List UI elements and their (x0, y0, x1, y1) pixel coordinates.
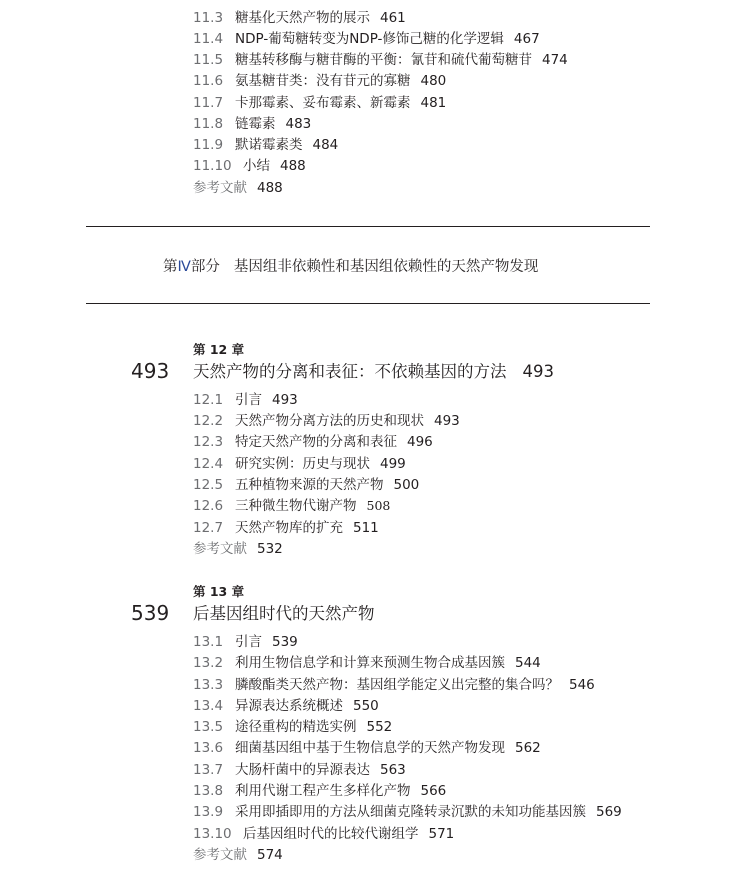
toc-entry[interactable] (193, 455, 406, 473)
page-number: 574 (257, 847, 283, 863)
section-number: 13.8 (193, 783, 224, 799)
section-title: 天然产物库的扩充 (235, 520, 343, 536)
toc-entry[interactable] (193, 782, 446, 800)
section-number: 11.3 (193, 10, 224, 26)
toc-entry[interactable] (193, 761, 406, 779)
chapter-title: 后基因组时代的天然产物 (193, 604, 375, 623)
page-number: 508 (366, 498, 391, 513)
toc-entry[interactable] (193, 94, 446, 112)
toc-entry[interactable] (193, 519, 379, 537)
page-number: 566 (420, 783, 447, 799)
page-number: 563 (380, 762, 406, 778)
section-number: 12.7 (193, 520, 224, 536)
section-title: 膦酸酯类天然产物：基因组学能定义出完整的集合吗？ (235, 677, 559, 693)
section-number: 12.6 (193, 498, 224, 514)
chapter-label: 第 12 章 (193, 342, 245, 357)
section-number: 11.8 (193, 116, 224, 132)
toc-entry[interactable] (193, 697, 379, 715)
toc-entry[interactable] (193, 115, 311, 133)
page-number: 499 (380, 456, 406, 472)
page-number: 500 (393, 477, 420, 493)
toc-entry[interactable] (193, 433, 433, 451)
page-number: 488 (257, 180, 283, 196)
page-number: 511 (353, 520, 379, 536)
toc-entry[interactable] (193, 676, 595, 694)
page-number: 552 (366, 719, 393, 735)
section-title: 链霉素 (235, 116, 276, 132)
section-title: 糖基转移酶与糖苷酶的平衡：氰苷和硫代葡萄糖苷 (235, 52, 532, 68)
divider-bottom (86, 303, 650, 304)
section-title: 大肠杆菌中的异源表达 (235, 762, 370, 778)
page-number: 544 (515, 655, 541, 671)
section-title: 三种微生物代谢产物 (235, 498, 357, 514)
toc-entry[interactable] (193, 136, 338, 154)
references-entry[interactable] (193, 846, 283, 864)
part-roman-numeral: Ⅳ (177, 259, 191, 275)
references-label: 参考文献 (193, 180, 247, 196)
section-number: 12.3 (193, 434, 224, 450)
section-title: 细菌基因组中基于生物信息学的天然产物发现 (235, 740, 505, 756)
page-number: 484 (312, 137, 339, 153)
page-number: 493 (522, 362, 554, 381)
page-number: 571 (428, 826, 455, 842)
section-title: NDP-葡萄糖转变为NDP-修饰己糖的化学逻辑 (235, 31, 504, 47)
toc-entry[interactable] (193, 51, 568, 69)
divider-top (86, 226, 650, 227)
page-number: 481 (420, 95, 447, 111)
section-number: 11.9 (193, 137, 224, 153)
toc-entry[interactable] (193, 72, 446, 90)
section-title: 引言 (235, 634, 262, 650)
references-label: 参考文献 (193, 847, 247, 863)
section-title: 利用生物信息学和计算来预测生物合成基因簇 (235, 655, 505, 671)
page-number: 532 (257, 541, 283, 557)
references-label: 参考文献 (193, 541, 247, 557)
section-number: 11.4 (193, 31, 224, 47)
section-title: 卡那霉素、妥布霉素、新霉素 (235, 95, 411, 111)
page-number: 474 (542, 52, 568, 68)
toc-entry[interactable] (193, 739, 541, 757)
section-title: 特定天然产物的分离和表征 (235, 434, 397, 450)
toc-entry[interactable] (193, 9, 406, 27)
toc-entry[interactable] (193, 391, 298, 409)
section-number: 11.6 (193, 73, 224, 89)
chapter-start-page: 539 (131, 601, 170, 625)
page-number: 539 (272, 634, 298, 650)
section-number: 12.5 (193, 477, 224, 493)
section-title: 氨基糖苷类：没有苷元的寡糖 (235, 73, 411, 89)
page-number: 483 (285, 116, 312, 132)
part-heading (163, 257, 538, 277)
section-number: 13.3 (193, 677, 224, 693)
section-number: 13.4 (193, 698, 224, 714)
page-number: 461 (380, 10, 406, 26)
chapter-title: 天然产物的分离和表征：不依赖基因的方法 (193, 362, 507, 381)
page-number: 493 (272, 392, 298, 408)
section-number: 11.10 (193, 158, 232, 174)
toc-entry[interactable] (193, 718, 392, 736)
section-title: 利用代谢工程产生多样化产物 (235, 783, 411, 799)
page-number: 546 (569, 677, 595, 693)
page-number: 480 (420, 73, 447, 89)
section-number: 11.5 (193, 52, 224, 68)
toc-entry[interactable] (193, 633, 298, 651)
chapter-title-entry[interactable] (193, 603, 375, 625)
part-prefix: 第 (163, 259, 178, 275)
section-title: 后基因组时代的比较代谢组学 (243, 826, 419, 842)
references-entry[interactable] (193, 179, 283, 197)
section-title: 研究实例：历史与现状 (235, 456, 370, 472)
section-title: 采用即插即用的方法从细菌克隆转录沉默的未知功能基因簇 (235, 804, 586, 820)
section-title: 默诺霉素类 (235, 137, 303, 153)
section-number: 13.7 (193, 762, 224, 778)
section-number: 11.7 (193, 95, 224, 111)
section-title: 引言 (235, 392, 262, 408)
page-number: 562 (515, 740, 541, 756)
section-title: 五种植物来源的天然产物 (235, 477, 384, 493)
section-number: 13.6 (193, 740, 224, 756)
section-number: 13.10 (193, 826, 232, 842)
toc-entry[interactable] (193, 497, 390, 515)
toc-entry[interactable] (193, 803, 622, 821)
section-title: 途径重构的精选实例 (235, 719, 357, 735)
page-number: 550 (353, 698, 379, 714)
section-number: 13.2 (193, 655, 224, 671)
references-entry[interactable] (193, 540, 283, 558)
section-title: 糖基化天然产物的展示 (235, 10, 370, 26)
toc-entry[interactable] (193, 654, 541, 672)
chapter-title-entry[interactable] (193, 361, 554, 383)
page-number: 569 (596, 804, 622, 820)
toc-entry[interactable] (193, 476, 419, 494)
section-number: 12.1 (193, 392, 224, 408)
toc-entry[interactable] (193, 412, 460, 430)
toc-entry[interactable] (193, 30, 540, 48)
page-number: 467 (513, 31, 540, 47)
part-suffix: 部分 (190, 259, 220, 275)
page-number: 496 (407, 434, 433, 450)
toc-entry[interactable] (193, 825, 454, 843)
toc-entry[interactable] (193, 157, 306, 175)
chapter-start-page: 493 (131, 359, 170, 383)
section-number: 12.4 (193, 456, 224, 472)
section-number: 13.5 (193, 719, 224, 735)
section-number: 13.9 (193, 804, 224, 820)
page-number: 493 (434, 413, 460, 429)
section-title: 天然产物分离方法的历史和现状 (235, 413, 424, 429)
page-number: 488 (280, 158, 306, 174)
section-number: 13.1 (193, 634, 224, 650)
chapter-label: 第 13 章 (193, 584, 245, 599)
part-title: 基因组非依赖性和基因组依赖性的天然产物发现 (233, 259, 539, 275)
section-number: 12.2 (193, 413, 224, 429)
section-title: 小结 (243, 158, 270, 174)
section-title: 异源表达系统概述 (235, 698, 343, 714)
